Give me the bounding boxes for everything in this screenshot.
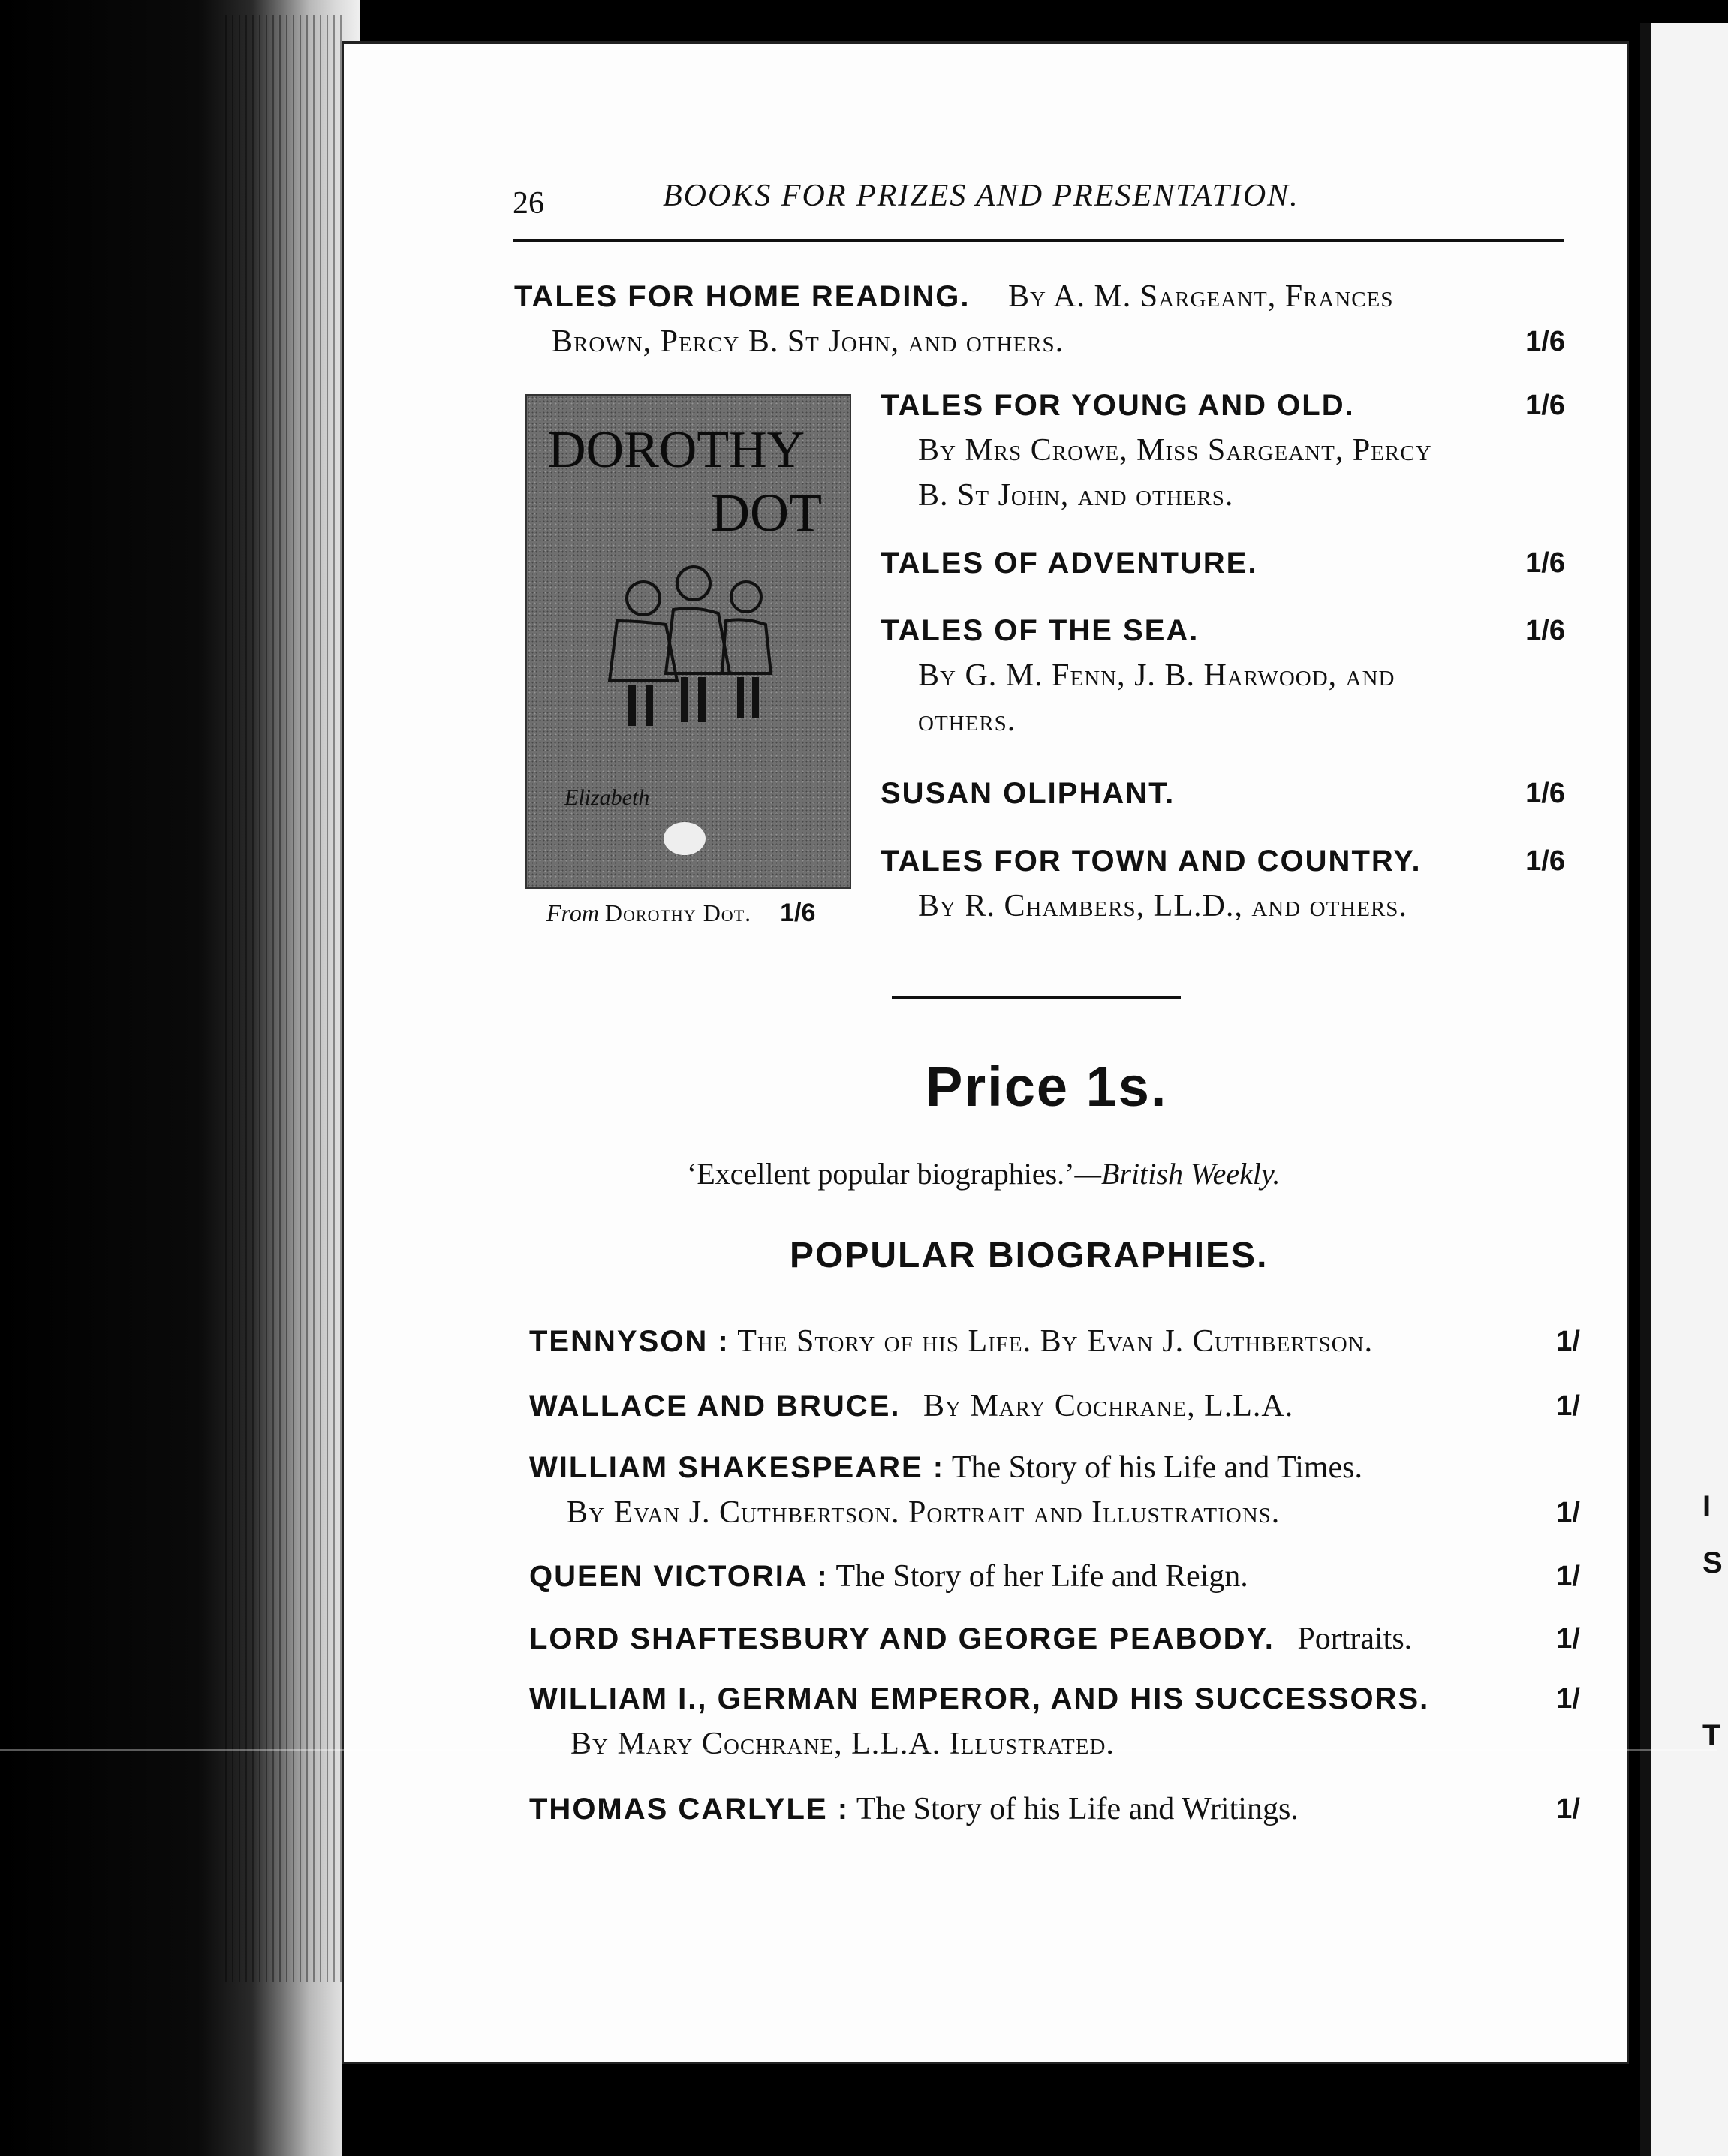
bio-title: LORD SHAFTESBURY AND GEORGE PEABODY.	[529, 1622, 1275, 1655]
entry-price: 1/6	[1525, 778, 1565, 809]
bio-price: 1/	[1556, 1683, 1580, 1715]
bio-william-shakespeare	[529, 1445, 1580, 1535]
illustration-caption	[546, 899, 815, 928]
bio-title: TENNYSON :	[529, 1325, 730, 1358]
running-title: BOOKS FOR PRIZES AND PRESENTATION.	[663, 179, 1299, 213]
bio-price: 1/	[1556, 1326, 1580, 1357]
bio-desc: Portraits.	[1297, 1622, 1413, 1656]
bio-title: WILLIAM I., GERMAN EMPEROR, AND HIS SUCCESSORS.	[529, 1682, 1430, 1715]
entry-desc: By G. M. Fenn, J. B. Harwood, and	[918, 658, 1395, 693]
entry-tales-for-home-reading	[514, 274, 1565, 364]
facing-page	[1640, 23, 1728, 2156]
bio-desc: The Story of his Life and Writings.	[856, 1792, 1299, 1826]
bio-price: 1/	[1556, 1561, 1580, 1592]
facing-page-letter: I	[1702, 1490, 1711, 1523]
facing-page-letter: S	[1702, 1546, 1723, 1579]
bio-shaftesbury-peabody	[529, 1616, 1580, 1661]
entry-price: 1/6	[1525, 326, 1565, 357]
bio-price: 1/	[1556, 1623, 1580, 1655]
page-edge-stripes	[225, 15, 345, 1982]
bio-queen-victoria	[529, 1554, 1580, 1599]
entry-tales-for-town-and-country	[881, 839, 1565, 929]
entry-desc: others.	[918, 703, 1016, 738]
section-divider	[892, 996, 1181, 999]
facing-page-letter: T	[1702, 1719, 1721, 1752]
cover-title-dot: DOT	[711, 483, 822, 543]
bio-desc: The Story of his Life. By Evan J. Cuthbertson.	[737, 1324, 1374, 1359]
dorothy-dot-illustration	[525, 394, 851, 889]
header-rule	[513, 239, 1564, 242]
entry-authors: By A. M. Sargeant, Frances	[1007, 279, 1394, 314]
scan-border-bottom	[342, 2064, 1640, 2156]
bio-title: THOMAS CARLYLE :	[529, 1793, 850, 1826]
entry-title: SUSAN OLIPHANT.	[881, 777, 1176, 810]
bio-title: WALLACE AND BRUCE.	[529, 1390, 901, 1423]
cover-author: Elizabeth	[564, 785, 650, 810]
scan-artifact-line	[0, 1749, 1717, 1751]
entry-price: 1/6	[1525, 845, 1565, 877]
entry-price: 1/6	[1525, 547, 1565, 579]
bio-thomas-carlyle	[529, 1787, 1580, 1832]
entry-price: 1/6	[1525, 615, 1565, 646]
cover-drawing	[527, 396, 850, 887]
bio-title: QUEEN VICTORIA :	[529, 1560, 829, 1593]
bio-desc-continued: By Evan J. Cuthbertson. Portrait and Illustrations.	[567, 1495, 1281, 1530]
entry-desc: By Mrs Crowe, Miss Sargeant, Percy	[918, 433, 1432, 468]
bio-desc: By Mary Cochrane, L.L.A.	[923, 1389, 1294, 1423]
bio-price: 1/	[1556, 1793, 1580, 1825]
review-quote	[687, 1156, 1281, 1191]
bio-desc: The Story of his Life and Times.	[951, 1450, 1363, 1485]
bio-william-i	[529, 1676, 1580, 1766]
price-heading: Price 1s.	[926, 1055, 1168, 1118]
entry-desc: B. St John, and others.	[918, 478, 1234, 513]
entry-susan-oliphant	[881, 771, 1565, 816]
bio-desc-continued: By Mary Cochrane, L.L.A. Illustrated.	[570, 1727, 1115, 1761]
section-title: POPULAR BIOGRAPHIES.	[790, 1236, 1269, 1275]
entry-title: TALES FOR TOWN AND COUNTRY.	[881, 845, 1422, 878]
entry-title: TALES FOR HOME READING.	[514, 280, 971, 313]
entry-price: 1/6	[1525, 390, 1565, 421]
bio-title: WILLIAM SHAKESPEARE :	[529, 1451, 945, 1484]
entry-tales-of-adventure	[881, 541, 1565, 586]
entry-tales-for-young-and-old	[881, 383, 1565, 518]
quote-source: —British Weekly.	[1074, 1157, 1281, 1191]
caption-title: Dorothy Dot.	[604, 899, 752, 926]
entry-tales-of-the-sea	[881, 608, 1565, 743]
running-header	[513, 178, 1564, 223]
entry-authors-continued: Brown, Percy B. St John, and others.	[552, 324, 1064, 359]
bio-price: 1/	[1556, 1390, 1580, 1422]
entry-title: TALES FOR YOUNG AND OLD.	[881, 389, 1355, 422]
page-number: 26	[513, 186, 544, 221]
bio-desc: The Story of her Life and Reign.	[835, 1559, 1248, 1594]
cover-title-dorothy: DOROTHY	[548, 421, 805, 479]
bio-tennyson	[529, 1319, 1580, 1364]
entry-desc: By R. Chambers, LL.D., and others.	[918, 889, 1407, 923]
bio-price: 1/	[1556, 1497, 1580, 1528]
entry-title: TALES OF THE SEA.	[881, 614, 1200, 647]
caption-prefix: From	[546, 899, 599, 926]
quote-text: ‘Excellent popular biographies.’	[687, 1157, 1075, 1191]
caption-price: 1/6	[780, 899, 816, 927]
bio-wallace-and-bruce	[529, 1384, 1580, 1429]
entry-title: TALES OF ADVENTURE.	[881, 547, 1258, 580]
